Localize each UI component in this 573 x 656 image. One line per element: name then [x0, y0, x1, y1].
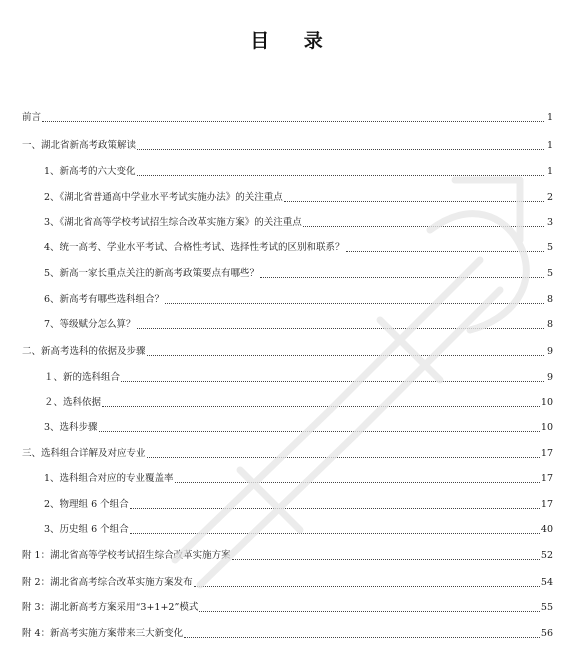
leader-dots: [199, 610, 540, 612]
leader-dots: [165, 302, 544, 304]
leader-dots: [99, 430, 540, 432]
leader-dots: [346, 250, 544, 252]
toc-entry-label: 1、新高考的六大变化: [44, 166, 136, 177]
toc-entry[interactable]: [44, 242, 553, 254]
toc-entry-page: 8: [546, 294, 553, 305]
leader-dots: [137, 148, 544, 150]
toc-entry-label: １、新的选科组合: [44, 372, 121, 383]
toc-entry-label: 3、《湖北省高等学校考试招生综合改革实施方案》的关注重点: [44, 217, 302, 228]
toc-entry[interactable]: [44, 473, 553, 485]
toc-entry-page: 54: [540, 577, 553, 588]
toc-entry-label: 前言: [22, 112, 42, 123]
toc-entry[interactable]: [22, 577, 553, 589]
toc-entry-page: 10: [540, 397, 553, 408]
toc-entry-label: 3、历史组 6 个组合: [44, 524, 129, 535]
toc-entry[interactable]: [22, 550, 553, 562]
toc-entry-label: 附 4：新高考实施方案带来三大新变化: [22, 628, 184, 639]
toc-entry[interactable]: [44, 524, 553, 536]
leader-dots: [284, 200, 544, 202]
toc-entry-label: 2、《湖北省普通高中学业水平考试实施办法》的关注重点: [44, 192, 283, 203]
toc-entry[interactable]: [22, 602, 553, 614]
leader-dots: [303, 225, 544, 227]
leader-dots: [137, 174, 544, 176]
toc-entry-label: 5、新高一家长重点关注的新高考政策要点有哪些？: [44, 268, 260, 279]
toc-entry-page: 5: [546, 242, 553, 253]
page-title: 目 录: [250, 30, 337, 52]
toc-entry[interactable]: [44, 166, 553, 178]
toc-entry-page: 1: [546, 166, 553, 177]
leader-dots: [121, 380, 544, 382]
toc-entry[interactable]: [22, 628, 553, 640]
toc-entry-page: 9: [546, 372, 553, 383]
toc-entry[interactable]: [44, 268, 553, 280]
toc-entry-page: 52: [540, 550, 553, 561]
leader-dots: [147, 456, 540, 458]
toc-entry-label: 二、新高考选科的依据及步骤: [22, 346, 146, 357]
toc-entry[interactable]: [22, 448, 553, 460]
toc-entry-label: 3、选科步骤: [44, 422, 98, 433]
toc-entry[interactable]: [44, 422, 553, 434]
toc-entry-page: 17: [540, 473, 553, 484]
leader-dots: [130, 532, 540, 534]
toc-entry-label: 附 1：湖北省高等学校考试招生综合改革实施方案: [22, 550, 231, 561]
toc-entry[interactable]: [44, 397, 553, 409]
toc-entry-label: 附 2：湖北省高考综合改革实施方案发布: [22, 577, 193, 588]
toc-entry-label: ２、选科依据: [44, 397, 102, 408]
toc-entry-page: 10: [540, 422, 553, 433]
leader-dots: [194, 585, 540, 587]
toc-entry-page: 2: [546, 192, 553, 203]
toc-entry-page: 8: [546, 319, 553, 330]
toc-entry-label: 7、等级赋分怎么算？: [44, 319, 136, 330]
leader-dots: [42, 120, 544, 122]
toc-entry-page: 1: [546, 112, 553, 123]
toc-entry-label: 4、统一高考、学业水平考试、合格性考试、选择性考试的区别和联系？: [44, 242, 345, 253]
toc-entry[interactable]: [22, 346, 553, 358]
toc-entry-page: 3: [546, 217, 553, 228]
toc-entry-page: 9: [546, 346, 553, 357]
leader-dots: [102, 405, 540, 407]
leader-dots: [184, 636, 540, 638]
leader-dots: [147, 354, 544, 356]
toc-entry-page: 55: [540, 602, 553, 613]
toc-entry-page: 17: [540, 448, 553, 459]
toc-entry[interactable]: [44, 192, 553, 204]
leader-dots: [137, 327, 544, 329]
toc-entry-page: 5: [546, 268, 553, 279]
leader-dots: [232, 558, 540, 560]
toc-entry-label: 6、新高考有哪些选科组合？: [44, 294, 165, 305]
toc-entry-label: 附 3：湖北新高考方案采用“3+1+2”模式: [22, 602, 199, 613]
leader-dots: [175, 481, 540, 483]
toc-entry[interactable]: [22, 140, 553, 152]
toc-entry[interactable]: [44, 294, 553, 306]
toc-entry-page: 56: [540, 628, 553, 639]
toc-entry-label: 1、选科组合对应的专业覆盖率: [44, 473, 174, 484]
toc-entry[interactable]: [44, 217, 553, 229]
toc-entry[interactable]: [22, 112, 553, 124]
leader-dots: [260, 276, 544, 278]
toc-entry-label: 一、湖北省新高考政策解读: [22, 140, 137, 151]
toc-entry-label: 2、物理组 6 个组合: [44, 499, 129, 510]
toc-entry-page: 1: [546, 140, 553, 151]
leader-dots: [130, 507, 540, 509]
toc-entry[interactable]: [44, 319, 553, 331]
toc-entry-page: 40: [540, 524, 553, 535]
toc-entry[interactable]: [44, 372, 553, 384]
toc-entry-label: 三、选科组合详解及对应专业: [22, 448, 146, 459]
toc-entry-page: 17: [540, 499, 553, 510]
toc-entry[interactable]: [44, 499, 553, 511]
